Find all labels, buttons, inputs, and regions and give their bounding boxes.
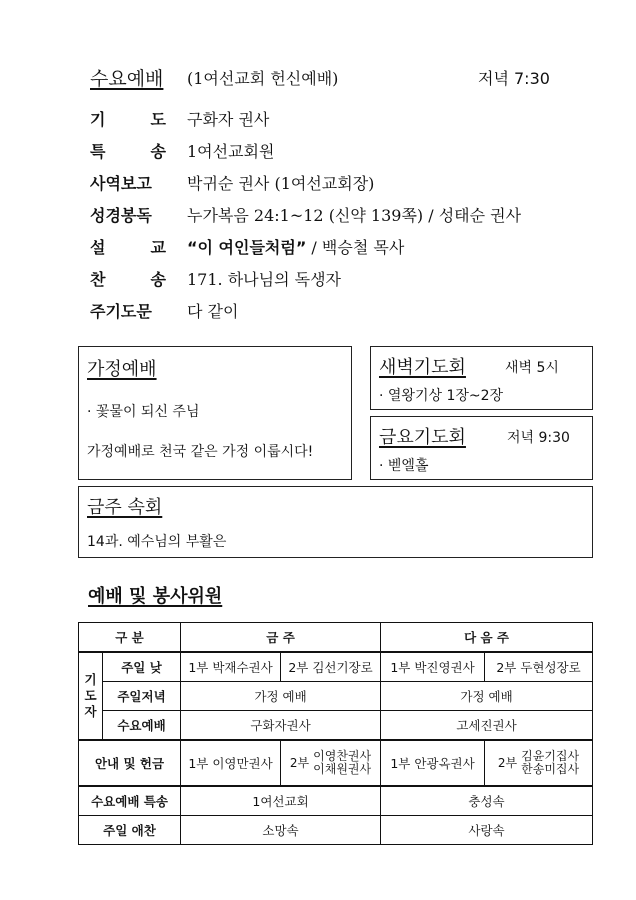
order-sermon: [90, 235, 610, 265]
cell-meeting-title: 금주 속회: [87, 497, 163, 518]
cell: 고세진권사: [381, 711, 593, 741]
table-row: [79, 711, 593, 741]
table-header-row: [79, 623, 593, 653]
order-ministry-report: [90, 171, 610, 201]
row-label: 주일저녁: [103, 682, 181, 711]
order-label: 기 도: [90, 110, 166, 129]
order-hymn: [90, 267, 610, 297]
order-value: 구화자 권사: [187, 110, 270, 129]
dawn-prayer-box: [370, 346, 593, 410]
cell: 가정 예배: [181, 682, 381, 711]
cell: 구화자권사: [181, 711, 381, 741]
table-row: [79, 740, 593, 786]
part-label: 2부: [497, 755, 518, 770]
header-next-week: 다 음 주: [381, 623, 593, 653]
order-label: 사역보고: [90, 174, 152, 193]
table-row: [79, 682, 593, 711]
order-label: 성경봉독: [90, 206, 152, 225]
name: 한송미집사: [521, 762, 580, 776]
order-value: [187, 235, 404, 258]
row-label: 수요예배 특송: [79, 786, 181, 816]
order-special-song: [90, 139, 610, 169]
wednesday-service-title: 수요예배: [90, 68, 164, 90]
cell: 사랑속: [381, 816, 593, 845]
staff-section-title: 예배 및 봉사위원: [88, 586, 223, 607]
order-label: 설 교: [90, 238, 166, 257]
row-label: 안내 및 헌금: [79, 740, 181, 786]
cell: 1여선교회: [181, 786, 381, 816]
sermon-preacher: / 백승철 목사: [306, 238, 405, 257]
family-worship-box: [78, 346, 352, 480]
order-lords-prayer: [90, 299, 610, 329]
name: 이채원권사: [313, 762, 372, 776]
order-prayer: [90, 107, 610, 137]
cell: 1부 박진영권사: [381, 652, 485, 682]
wednesday-service-subtitle: (1여선교회 헌신예배): [187, 69, 339, 88]
sermon-title: “이 여인들처럼”: [187, 238, 307, 257]
prayer-group-char: 기: [84, 672, 97, 687]
cell: 1부 안광옥권사: [381, 740, 485, 786]
cell: 2부 두현성장로: [485, 652, 593, 682]
order-label: 주기도문: [90, 302, 152, 321]
dawn-prayer-title: 새벽기도회: [379, 357, 466, 378]
table-row: [79, 652, 593, 682]
table-row: [79, 816, 593, 845]
name: 이영찬권사: [313, 749, 372, 763]
friday-prayer-title: 금요기도회: [379, 427, 466, 448]
friday-prayer-text: · 벧엘홀: [379, 458, 429, 474]
order-value: 박귀순 권사 (1여선교회장): [187, 174, 375, 193]
prayer-group-char: 도: [84, 688, 97, 703]
cell: 1부 박재수권사: [181, 652, 281, 682]
cell: 1부 이영만권사: [181, 740, 281, 786]
friday-prayer-box: [370, 416, 593, 480]
dawn-prayer-time: 새벽 5시: [505, 360, 559, 376]
order-value: 171. 하나님의 독생자: [187, 270, 341, 289]
order-scripture-reading: [90, 203, 610, 233]
cell: 가정 예배: [381, 682, 593, 711]
prayer-group-char: 자: [84, 704, 97, 719]
cell: 2부 김선기장로: [281, 652, 381, 682]
cell-meeting-text: 14과. 예수님의 부활은: [87, 534, 227, 550]
row-label: 수요예배: [103, 711, 181, 741]
friday-prayer-time: 저녁 9:30: [507, 430, 570, 446]
order-value: 누가복음 24:1~12 (신약 139쪽) / 성태순 권사: [187, 206, 522, 225]
staff-table: [78, 622, 593, 845]
row-label: 주일 낮: [103, 652, 181, 682]
name: 김윤기집사: [521, 749, 580, 763]
cell: 소망속: [181, 816, 381, 845]
cell: 충성속: [381, 786, 593, 816]
header-this-week: 금 주: [181, 623, 381, 653]
cell: [281, 740, 381, 786]
header-category: 구 분: [79, 623, 181, 653]
prayer-group-label: [79, 652, 103, 740]
cell: [485, 740, 593, 786]
family-worship-line1: · 꽃물이 되신 주님: [87, 404, 200, 420]
order-value: 다 같이: [187, 302, 239, 321]
family-worship-line2: 가정예배로 천국 같은 가정 이룹시다!: [87, 444, 314, 460]
family-worship-title: 가정예배: [87, 359, 157, 380]
dawn-prayer-text: · 열왕기상 1장~2장: [379, 388, 504, 404]
row-label: 주일 애찬: [79, 816, 181, 845]
wednesday-service-time: 저녁 7:30: [478, 69, 550, 88]
order-value: 1여선교회원: [187, 142, 275, 161]
cell-meeting-box: [78, 486, 593, 558]
part-label: 2부: [289, 755, 310, 770]
order-label: 특 송: [90, 142, 166, 161]
order-label: 찬 송: [90, 270, 166, 289]
table-row: [79, 786, 593, 816]
